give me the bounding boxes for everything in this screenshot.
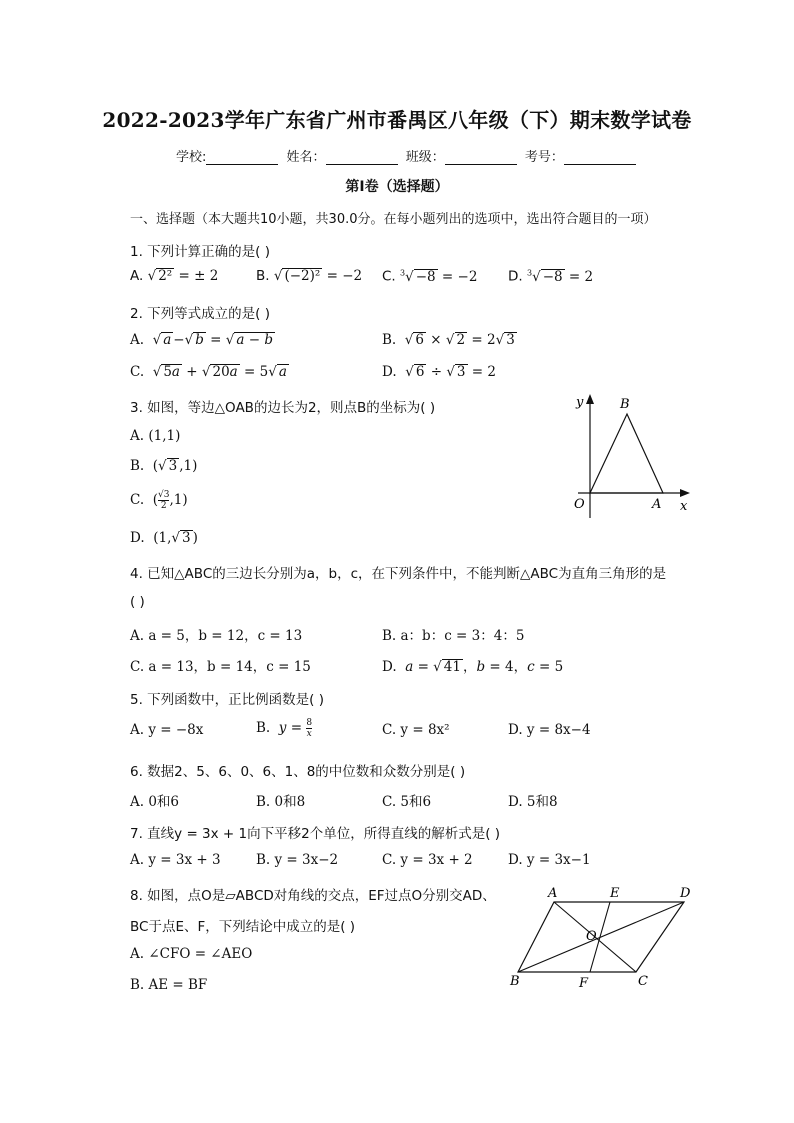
student-info-line — [176, 146, 640, 165]
q1-option-c[interactable]: C. $^3$√ −8 = −2 — [382, 268, 478, 285]
q3-option-d[interactable]: D. (1,√ 3 ) — [130, 530, 198, 546]
question-8-stem-cont: BC于点E、F，下列结论中成立的是( ) — [130, 919, 356, 935]
label-b: B — [510, 974, 520, 989]
option-letter: A. — [130, 268, 144, 284]
q4-option-c[interactable]: C. a = 13，b = 14，c = 15 — [130, 659, 311, 675]
q3-option-c[interactable]: C. ( $\frac{√3}{2}$ ,1) — [130, 490, 188, 511]
label-a: A — [652, 497, 662, 512]
q8-option-a[interactable]: A. ∠CFO = ∠AEO — [130, 946, 253, 962]
q6-option-b[interactable]: B. 0和8 — [256, 794, 306, 810]
q3-option-a[interactable]: A. (1,1) — [130, 428, 181, 444]
diagonal-bd — [518, 902, 684, 972]
label-b: B — [620, 397, 630, 412]
label-y: y — [576, 395, 584, 410]
label-d: D — [680, 886, 691, 901]
question-3-stem: 3. 如图，等边△OAB的边长为2，则点B的坐标为( ) — [130, 400, 436, 416]
q2-option-b[interactable]: B. √ 6 × √ 2 = 2√ 3 — [382, 332, 515, 348]
label-o: O — [586, 929, 597, 944]
q2-option-a[interactable]: A. √ a −√ b = √ a − b — [130, 332, 273, 348]
label-x: x — [680, 499, 688, 514]
option-letter: B. — [256, 268, 270, 284]
question-1-stem: 1. 下列计算正确的是( ) — [130, 244, 270, 260]
q1-option-a[interactable]: A. √ 2² = ± 2 — [130, 268, 219, 284]
q3-option-b[interactable]: B. (√ 3 ,1) — [130, 458, 198, 474]
question-6-stem: 6. 数据2、5、6、0、6、1、8的中位数和众数分别是( ) — [130, 764, 466, 780]
class-label: 班级： — [405, 150, 445, 165]
q8-option-b[interactable]: B. AE = BF — [130, 977, 208, 993]
q4-option-d[interactable]: D. a = √ 41 ，b = 4，c = 5 — [382, 659, 564, 675]
q7-option-a[interactable]: A. y = 3x + 3 — [130, 852, 221, 868]
q7-option-b[interactable]: B. y = 3x−2 — [256, 852, 339, 868]
q6-option-d[interactable]: D. 5和8 — [508, 794, 558, 810]
triangle-oab — [590, 414, 663, 493]
name-label: 姓名： — [286, 150, 326, 165]
q5-option-b[interactable]: B. y = $\frac{8}{x}$ — [256, 718, 313, 739]
question-4-stem: 4. 已知△ABC的三边长分别为a，b，c，在下列条件中，不能判断△ABC为直角三角形的是 — [130, 566, 667, 582]
q3-coordinate-figure — [568, 390, 698, 520]
q5-option-a[interactable]: A. y = −8x — [130, 722, 204, 738]
q4-option-b[interactable]: B. a：b：c = 3：4：5 — [382, 628, 525, 644]
q7-option-d[interactable]: D. y = 3x−1 — [508, 852, 591, 868]
label-o: O — [574, 497, 585, 512]
q1-option-d[interactable]: D. $^3$√ −8 = 2 — [508, 268, 594, 285]
q2-option-c[interactable]: C. √ 5a + √ 20a = 5√ a — [130, 364, 287, 380]
q7-option-c[interactable]: C. y = 3x + 2 — [382, 852, 473, 868]
option-letter: C. — [382, 268, 396, 285]
question-7-stem: 7. 直线y = 3x + 1向下平移2个单位，所得直线的解析式是( ) — [130, 826, 501, 842]
q1-option-b[interactable]: B. √ (−2)² = −2 — [256, 268, 363, 284]
option-letter: D. — [508, 268, 523, 285]
question-2-stem: 2. 下列等式成立的是( ) — [130, 306, 270, 322]
label-a: A — [548, 886, 558, 901]
q8-parallelogram-figure — [506, 884, 696, 992]
section-heading: 第I卷（选择题） — [345, 179, 449, 195]
q6-option-a[interactable]: A. 0和6 — [130, 794, 180, 810]
q4-option-a[interactable]: A. a = 5，b = 12，c = 13 — [130, 628, 303, 644]
label-e: E — [610, 886, 620, 901]
section-intro: 一、选择题（本大题共10小题，共30.0分。在每小题列出的选项中，选出符合题目的一项） — [130, 212, 657, 227]
class-blank[interactable] — [445, 150, 517, 165]
name-blank[interactable] — [326, 150, 398, 165]
q5-option-d[interactable]: D. y = 8x−4 — [508, 722, 591, 738]
exam-title: 2022-2023学年广东省广州市番禺区八年级（下）期末数学试卷 — [102, 108, 692, 132]
x-axis-arrow-icon — [680, 489, 690, 497]
question-4-stem-cont: ( ) — [130, 594, 145, 610]
exam-number-label: 考号： — [524, 150, 564, 165]
q5-option-c[interactable]: C. y = 8x² — [382, 722, 450, 738]
label-f: F — [579, 976, 589, 991]
question-5-stem: 5. 下列函数中，正比例函数是( ) — [130, 692, 324, 708]
question-8-stem: 8. 如图，点O是▱ABCD对角线的交点，EF过点O分别交AD、 — [130, 888, 496, 904]
q2-option-d[interactable]: D. √ 6 ÷ √ 3 = 2 — [382, 364, 496, 380]
q6-option-c[interactable]: C. 5和6 — [382, 794, 432, 810]
label-c: C — [638, 974, 648, 989]
school-label: 学校: — [176, 150, 207, 165]
exam-number-blank[interactable] — [564, 150, 636, 165]
school-blank[interactable] — [206, 150, 278, 165]
y-axis-arrow-icon — [586, 394, 594, 404]
